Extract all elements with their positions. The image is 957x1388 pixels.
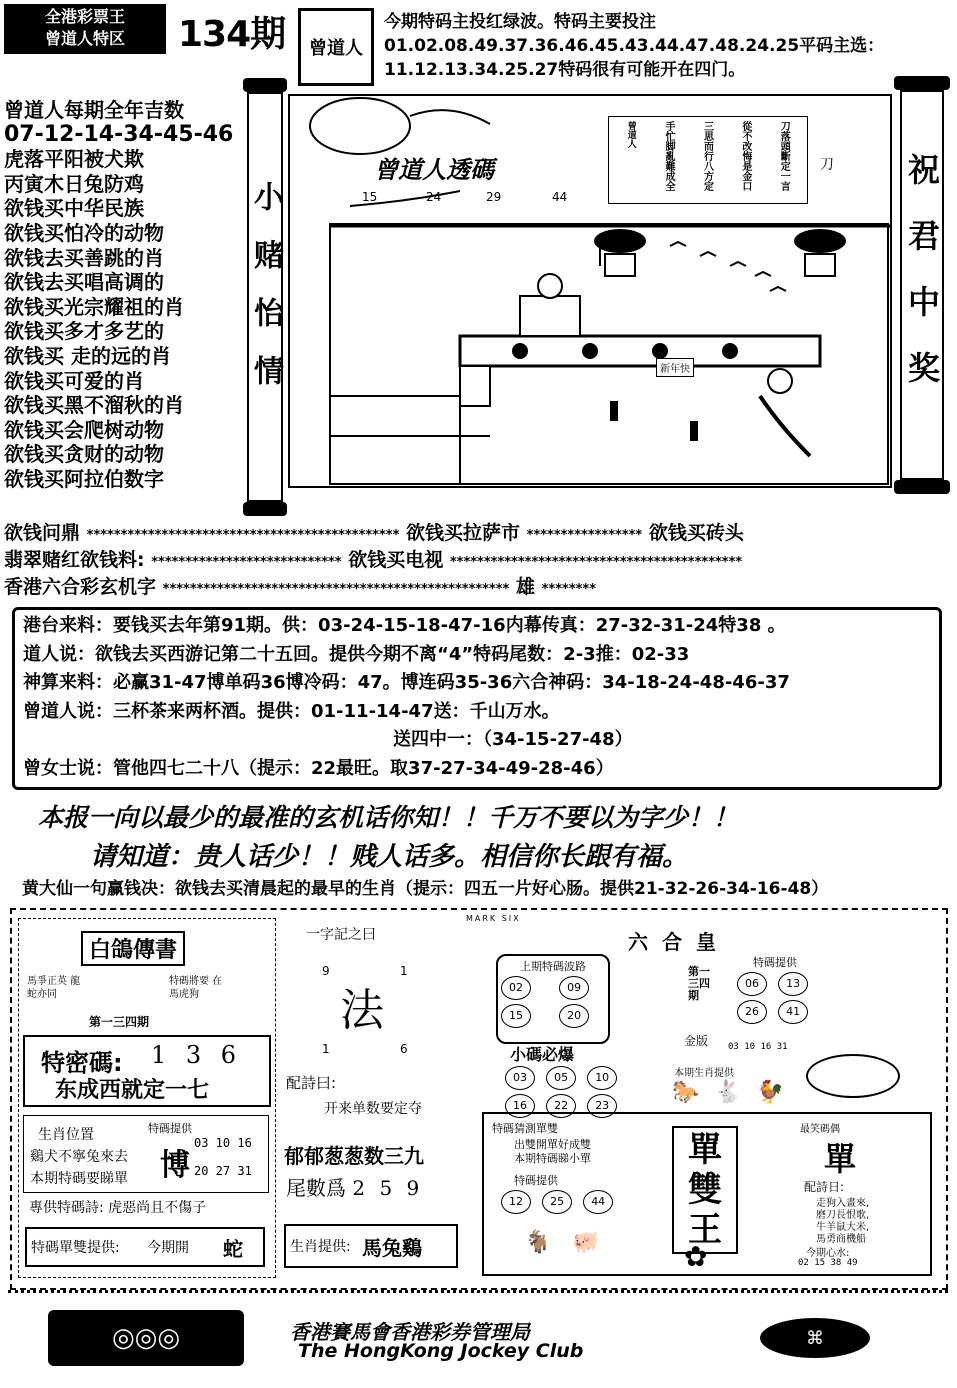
panel3-edition: 金版 bbox=[684, 1034, 709, 1048]
special-code-label: 特密碼: bbox=[41, 1049, 123, 1077]
info-box bbox=[12, 607, 942, 790]
left-line: 丙寅木日兔防鸡 bbox=[4, 171, 144, 196]
special-code-nums: 1 3 6 bbox=[151, 1041, 243, 1069]
small-num: 16 bbox=[505, 1094, 535, 1118]
left-line: 欲钱买怕冷的动物 bbox=[4, 220, 164, 245]
left-line: 欲钱买黑不溜秋的肖 bbox=[4, 393, 184, 418]
flower-icon: ✿ bbox=[684, 1240, 708, 1273]
last-num: 02 bbox=[501, 976, 531, 1000]
slogan-line2: 请知道：贵人话少！！贱人话多。相信你长跟有福。 bbox=[90, 842, 689, 872]
panel2-n6: 6 bbox=[400, 1042, 408, 1056]
zodiac-animals: 🐎 🐇 🐓 bbox=[672, 1080, 789, 1105]
small-num: 10 bbox=[587, 1066, 617, 1090]
panel2-title: 一字記之曰 bbox=[306, 927, 376, 943]
king-title: 單雙王 bbox=[672, 1126, 738, 1254]
illustration-panel bbox=[288, 94, 892, 488]
right-label: 最笑碼偶 bbox=[800, 1124, 840, 1135]
mark-six-text: MARK SIX bbox=[466, 914, 521, 923]
issue-number: 134期 bbox=[178, 14, 286, 55]
left-line: 欲钱买贪财的动物 bbox=[4, 442, 164, 467]
zodiac-pos-label: 生肖位置 bbox=[38, 1127, 94, 1143]
poem-column: 刀落頭斷定一言 bbox=[778, 121, 790, 191]
single-label: 特碼單雙提供: bbox=[31, 1240, 120, 1256]
logo-text: 曾道人 bbox=[309, 38, 363, 59]
special-supply-box bbox=[734, 954, 816, 1040]
scroll-right-text: 祝君中奖 bbox=[903, 153, 941, 417]
guess-label: 特碼猜測單雙 bbox=[492, 1122, 558, 1135]
guess-line: 出雙開單好成雙 bbox=[514, 1138, 591, 1151]
star-line-mid: 雄 bbox=[515, 576, 535, 598]
small-num: 23 bbox=[587, 1094, 617, 1118]
right-scroll bbox=[894, 76, 950, 494]
special-tip: 本期特碼要睇單 bbox=[30, 1171, 128, 1187]
star-line-right: 欲钱买砖头 bbox=[648, 522, 744, 544]
row-nums: 03 10 16 31 bbox=[728, 1042, 788, 1052]
left-line: 欲钱去买唱高调的 bbox=[4, 270, 164, 295]
zodiac-supply-label: 本期生肖提供 bbox=[674, 1068, 734, 1079]
brand-tag-line2: 曾道人特区 bbox=[44, 29, 125, 48]
small-num: 03 bbox=[505, 1066, 535, 1090]
poem-signature: 曾道人 bbox=[625, 121, 636, 148]
scroll-paper bbox=[900, 90, 944, 480]
poem-line: 走狗入畫來, bbox=[816, 1198, 870, 1209]
left-line: 欲钱买中华民族 bbox=[4, 196, 144, 221]
panel2-slogan: 郁郁葱葱数三九 bbox=[284, 1144, 424, 1168]
panel1-title: 白鴿傳書 bbox=[81, 931, 185, 966]
panel2-poem: 开来单数要定夺 bbox=[324, 1101, 422, 1117]
footer-logo-right bbox=[760, 1318, 870, 1358]
last-num: 15 bbox=[501, 1004, 531, 1028]
zeng-logo bbox=[298, 8, 374, 86]
last-wave-label: 上期特碼波路 bbox=[520, 960, 586, 973]
left-line: 欲钱买多才多艺的 bbox=[4, 319, 164, 344]
panel-mark-six bbox=[466, 914, 936, 1280]
poem-label: 配詩日: bbox=[804, 1180, 845, 1194]
star-line-left: 翡翠赌红欲钱料: bbox=[4, 549, 145, 571]
right-title: 單 bbox=[824, 1140, 857, 1178]
footer-chinese: 香港賽馬會香港彩券管理局 bbox=[290, 1320, 530, 1344]
panel2-n1b: 1 bbox=[322, 1042, 330, 1056]
scroll-rod-top bbox=[894, 76, 950, 90]
scroll-left-text: 小赌怡情 bbox=[248, 181, 283, 413]
special-code-box bbox=[23, 1035, 271, 1107]
knife-char: 刀 bbox=[820, 157, 834, 173]
panel2-tail-nums: 2 5 9 bbox=[352, 1176, 424, 1200]
picture-number: 44 bbox=[552, 190, 568, 204]
left-line: 欲钱买阿拉伯数字 bbox=[4, 466, 164, 491]
supply-label: 特碼提供 bbox=[148, 1122, 192, 1135]
guess-num: 25 bbox=[542, 1190, 572, 1214]
left-line: 欲钱去买善跳的肖 bbox=[4, 245, 164, 270]
single-animal: 蛇 bbox=[223, 1237, 243, 1261]
small-num: 22 bbox=[546, 1094, 576, 1118]
heart-label: 今期心水: bbox=[806, 1248, 850, 1259]
poem-column: 手忙脚亂難成全 bbox=[663, 121, 675, 191]
special-num: 26 bbox=[737, 1000, 767, 1024]
guess-supply: 特碼提供 bbox=[514, 1174, 558, 1187]
last-num: 09 bbox=[559, 976, 589, 1000]
panel2-animal-box bbox=[284, 1224, 458, 1268]
footer-dots bbox=[8, 1290, 948, 1293]
sole-value: 虎惡尚且不傷子 bbox=[108, 1200, 207, 1216]
banner-text: 新年快 bbox=[656, 358, 694, 377]
panel1-sub-left: 馬爭正英 龍蛇亦同 bbox=[27, 976, 81, 1000]
supply-nums2: 20 27 31 bbox=[194, 1164, 252, 1178]
left-scroll bbox=[243, 78, 287, 516]
guess-animals: 🐐 🐖 bbox=[524, 1230, 600, 1255]
panel3-title: 六合皇 bbox=[628, 930, 730, 954]
poem-line: 磨刀長恨歌, bbox=[816, 1210, 870, 1221]
info-line: 神算来料：必赢31-47博单码36博冷码：47。博连码35-36六合神码：34-18-24-48-46-37 bbox=[23, 672, 790, 693]
special-num: 41 bbox=[778, 1000, 808, 1024]
scroll-paper bbox=[247, 92, 283, 502]
panel3-issue: 第一三四期 bbox=[688, 965, 710, 1002]
huang-line: 黄大仙一句赢钱决：欲钱去买清晨起的最早的生肖（提示：四五一片好心肠。提供21-32-26-34-16-48） bbox=[22, 879, 829, 899]
panel1-sub-right: 特碼將要 在馬虎狗 bbox=[169, 976, 223, 1000]
zodiac-pos-line: 鷄犬不寧兔來去 bbox=[30, 1149, 128, 1165]
header-intro: 今期特码主投红绿波。特码主要投注01.02.08.49.37.36.46.45.43.44.47.48.24.25平码主选：11.12.13.34.25.27特码很有可能开在四门。 bbox=[384, 12, 885, 80]
sole-line bbox=[29, 1197, 206, 1217]
info-line: 送四中一：（34-15-27-48） bbox=[393, 729, 633, 750]
slogan-line1: 本报一向以最少的最准的玄机话你知！！千万不要以为字少！！ bbox=[38, 803, 739, 832]
left-line: 欲钱买可爱的肖 bbox=[4, 368, 144, 393]
last-num: 20 bbox=[559, 1004, 589, 1028]
panel-white-dove bbox=[18, 918, 276, 1278]
panel-one-word bbox=[282, 918, 458, 1276]
panel1-issue: 第一三四期 bbox=[89, 1015, 150, 1029]
panel2-n9: 9 bbox=[322, 964, 330, 978]
brand-tag-line1: 全港彩票王 bbox=[44, 7, 125, 26]
poem-column: 三思而行八方定 bbox=[701, 121, 713, 191]
jockey-club-icon: ⌘ bbox=[806, 1327, 824, 1349]
special-num: 06 bbox=[737, 972, 767, 996]
guess-num: 44 bbox=[583, 1190, 613, 1214]
left-numbers: 07-12-14-34-45-46 bbox=[4, 121, 234, 147]
left-line: 欲钱买会爬树动物 bbox=[4, 417, 164, 442]
star-line: 翡翠赌红欲钱料: **************************** 欲钱买电视 ******************************************* bbox=[4, 549, 743, 571]
picture-number: 15 bbox=[362, 190, 378, 204]
single-double-box bbox=[25, 1227, 265, 1267]
poem-line: 馬勇商機船 bbox=[816, 1234, 866, 1245]
left-column bbox=[4, 98, 244, 492]
last-wave-box bbox=[496, 954, 610, 1044]
info-line: 港台来料：要钱买去年第91期。供：03-24-15-18-47-16内幕传真：27-32-31-24特38 。 bbox=[23, 615, 786, 636]
scroll-rod-top bbox=[243, 78, 287, 92]
panel2-tail-label: 尾數爲 bbox=[286, 1176, 346, 1200]
single-val: 今期開 bbox=[147, 1240, 189, 1256]
info-line: 道人说：欲钱去买西游记第二十五回。提供今期不离“4”特码尾数：2-3推：02-33 bbox=[23, 643, 690, 665]
poem-box bbox=[608, 116, 808, 204]
info-line: 曾道人说：三杯茶来两杯酒。提供：01-11-14-47送：千山万水。 bbox=[23, 700, 560, 722]
scroll-rod-bottom bbox=[894, 480, 950, 494]
panel2-animal-label: 生肖提供: bbox=[290, 1239, 351, 1255]
panel2-char: 法 bbox=[340, 985, 384, 1036]
left-line: 欲钱买光宗耀祖的肖 bbox=[4, 294, 184, 319]
panel2-n1a: 1 bbox=[400, 964, 408, 978]
zodiac-position-box bbox=[23, 1115, 269, 1193]
guess-nums bbox=[498, 1188, 616, 1216]
panel2-tail bbox=[286, 1172, 423, 1201]
supply-char: 博 bbox=[160, 1148, 190, 1183]
star-line: 香港六合彩玄机字 *************************************************** 雄 ******** bbox=[4, 576, 597, 598]
guess-line: 本期特碼睇小單 bbox=[514, 1152, 591, 1165]
star-line-left: 香港六合彩玄机字 bbox=[4, 576, 157, 598]
special-phrase: 东成西就定一七 bbox=[55, 1077, 210, 1103]
guess-num: 12 bbox=[501, 1190, 531, 1214]
star-line: 欲钱问鼎 ********************************************** 欲钱买拉萨市 ***************** 欲钱买砖头 bbox=[4, 522, 744, 544]
poem-line: 牛羊鼠大米, bbox=[816, 1222, 870, 1233]
left-line: 虎落平阳被犬欺 bbox=[4, 147, 144, 172]
sole-label: 專供特碼詩: bbox=[29, 1200, 104, 1216]
small-num: 05 bbox=[546, 1066, 576, 1090]
picture-number: 29 bbox=[486, 190, 502, 204]
mark-six-strip bbox=[466, 914, 936, 926]
logo-swirl-icon: ◎◎◎ bbox=[111, 1323, 181, 1353]
star-line-mid: 欲钱买电视 bbox=[348, 549, 444, 571]
star-line-mid: 欲钱买拉萨市 bbox=[406, 522, 521, 544]
panel2-poem-label: 配詩曰: bbox=[286, 1074, 337, 1092]
heart-nums: 02 15 38 49 bbox=[798, 1258, 858, 1268]
guess-box bbox=[482, 1112, 932, 1276]
poem-column: 從不改悔是金口 bbox=[739, 121, 751, 191]
supply-nums1: 03 10 16 bbox=[194, 1136, 252, 1150]
left-title: 曾道人每期全年吉数 bbox=[4, 98, 184, 122]
scroll-rod-bottom bbox=[243, 502, 287, 516]
small-code-label: 小碼必爆 bbox=[510, 1045, 575, 1064]
star-line-left: 欲钱问鼎 bbox=[4, 522, 81, 544]
info-line: 曾女士说：管他四七二十八（提示：22最旺。取37-27-34-49-28-46） bbox=[23, 757, 614, 779]
footer-english: The HongKong Jockey Club bbox=[298, 1340, 584, 1362]
special-supply-label: 特碼提供 bbox=[753, 956, 797, 969]
panel2-animals: 馬兔鷄 bbox=[362, 1236, 422, 1260]
illustration-title: 曾道人透碼 bbox=[374, 155, 494, 184]
footer-logo-left bbox=[48, 1310, 244, 1366]
special-num: 13 bbox=[778, 972, 808, 996]
picture-number: 24 bbox=[426, 190, 442, 204]
jockey-emblem bbox=[806, 1054, 900, 1098]
brand-tag bbox=[4, 4, 166, 54]
left-line: 欲钱买 走的远的肖 bbox=[4, 343, 171, 368]
